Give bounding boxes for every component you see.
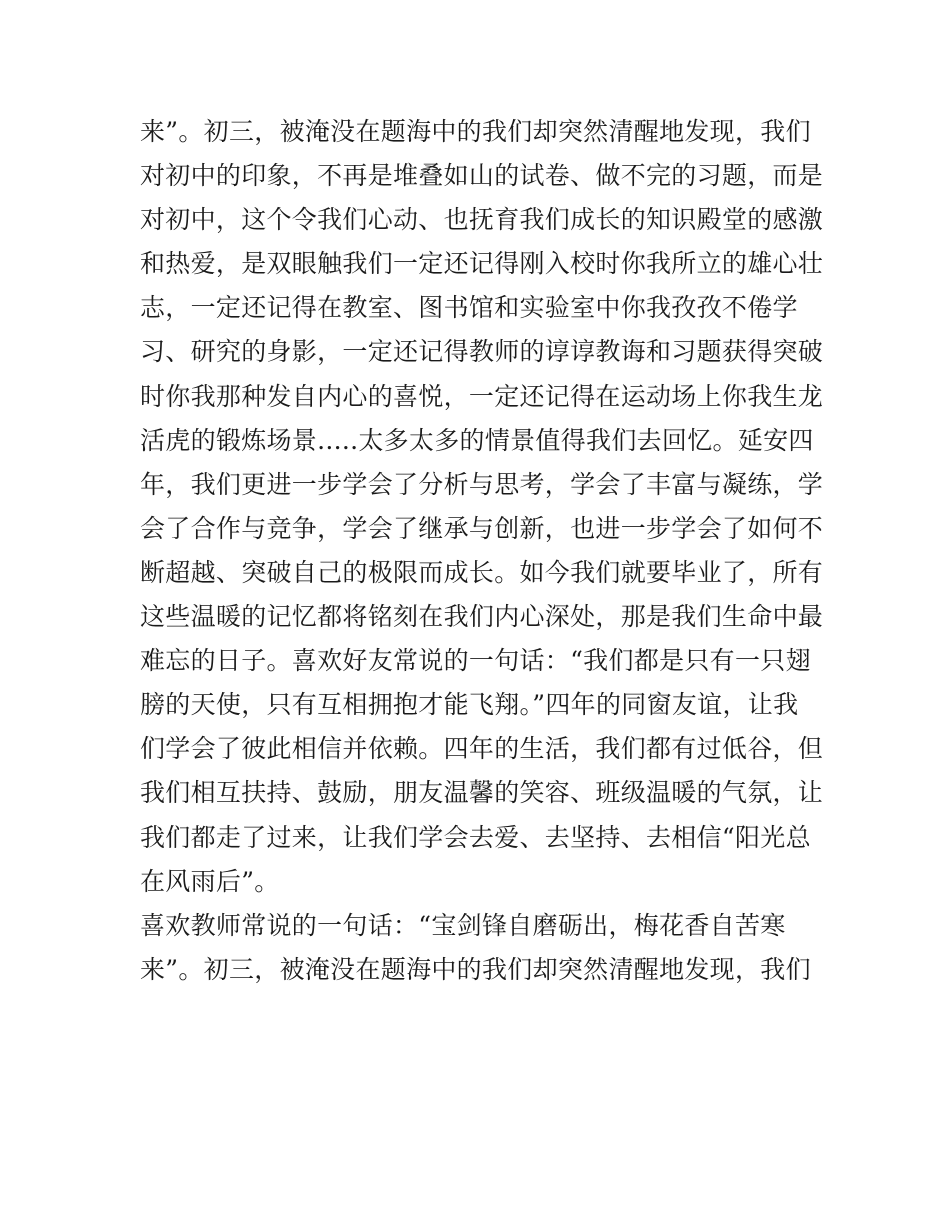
text-line: 膀的天使，只有互相拥抱才能飞翔。”四年的同窗友谊，让我 (140, 690, 799, 720)
text-line: 来”。初三，被淹没在题海中的我们却突然清醒地发现，我们 (140, 117, 811, 146)
text-line: 我们相互扶持、鼓励，朋友温馨的笑容、班级温暖的气氛，让 (140, 778, 824, 808)
text-line: 时你我那种发自内心的喜悦，一定还记得在运动场上你我生龙 (140, 381, 824, 411)
text-line: 会了合作与竞争，学会了继承与创新，也进一步学会了如何不 (140, 513, 824, 543)
text-line: 志，一定还记得在教室、图书馆和实验室中你我孜孜不倦学 (140, 293, 798, 323)
text-line: 我们都走了过来，让我们学会去爱、去坚持、去相信“阳光总 (140, 822, 811, 852)
text-line: 喜欢教师常说的一句话：“宝剑锋自磨砺出，梅花香自苦寒 (140, 910, 786, 940)
text-line: 断超越、突破自己的极限而成长。如今我们就要毕业了，所有 (140, 557, 824, 587)
text-line: 和热爱，是双眼触我们一定还记得刚入校时你我所立的雄心壮 (140, 249, 824, 279)
text-line: 在风雨后”。 (140, 866, 280, 896)
body-text (140, 110, 824, 992)
text-line: 难忘的日子。喜欢好友常说的一句话：“我们都是只有一只翅 (140, 646, 811, 676)
text-line: 来”。初三，被淹没在题海中的我们却突然清醒地发现，我们 (140, 954, 811, 984)
text-line: 这些温暖的记忆都将铭刻在我们内心深处，那是我们生命中最 (140, 602, 824, 632)
text-line: 活虎的锻炼场景.....太多太多的情景值得我们去回忆。延安四 (140, 425, 814, 455)
text-line: 们学会了彼此相信并依赖。四年的生活，我们都有过低谷，但 (140, 734, 824, 764)
text-line: 对初中，这个令我们心动、也抚育我们成长的知识殿堂的感激 (140, 205, 824, 235)
text-line: 习、研究的身影，一定还记得教师的谆谆教诲和习题获得突破 (140, 337, 824, 367)
text-line: 年，我们更进一步学会了分析与思考，学会了丰富与凝练，学 (140, 469, 824, 499)
text-line: 对初中的印象，不再是堆叠如山的试卷、做不完的习题，而是 (140, 161, 824, 191)
